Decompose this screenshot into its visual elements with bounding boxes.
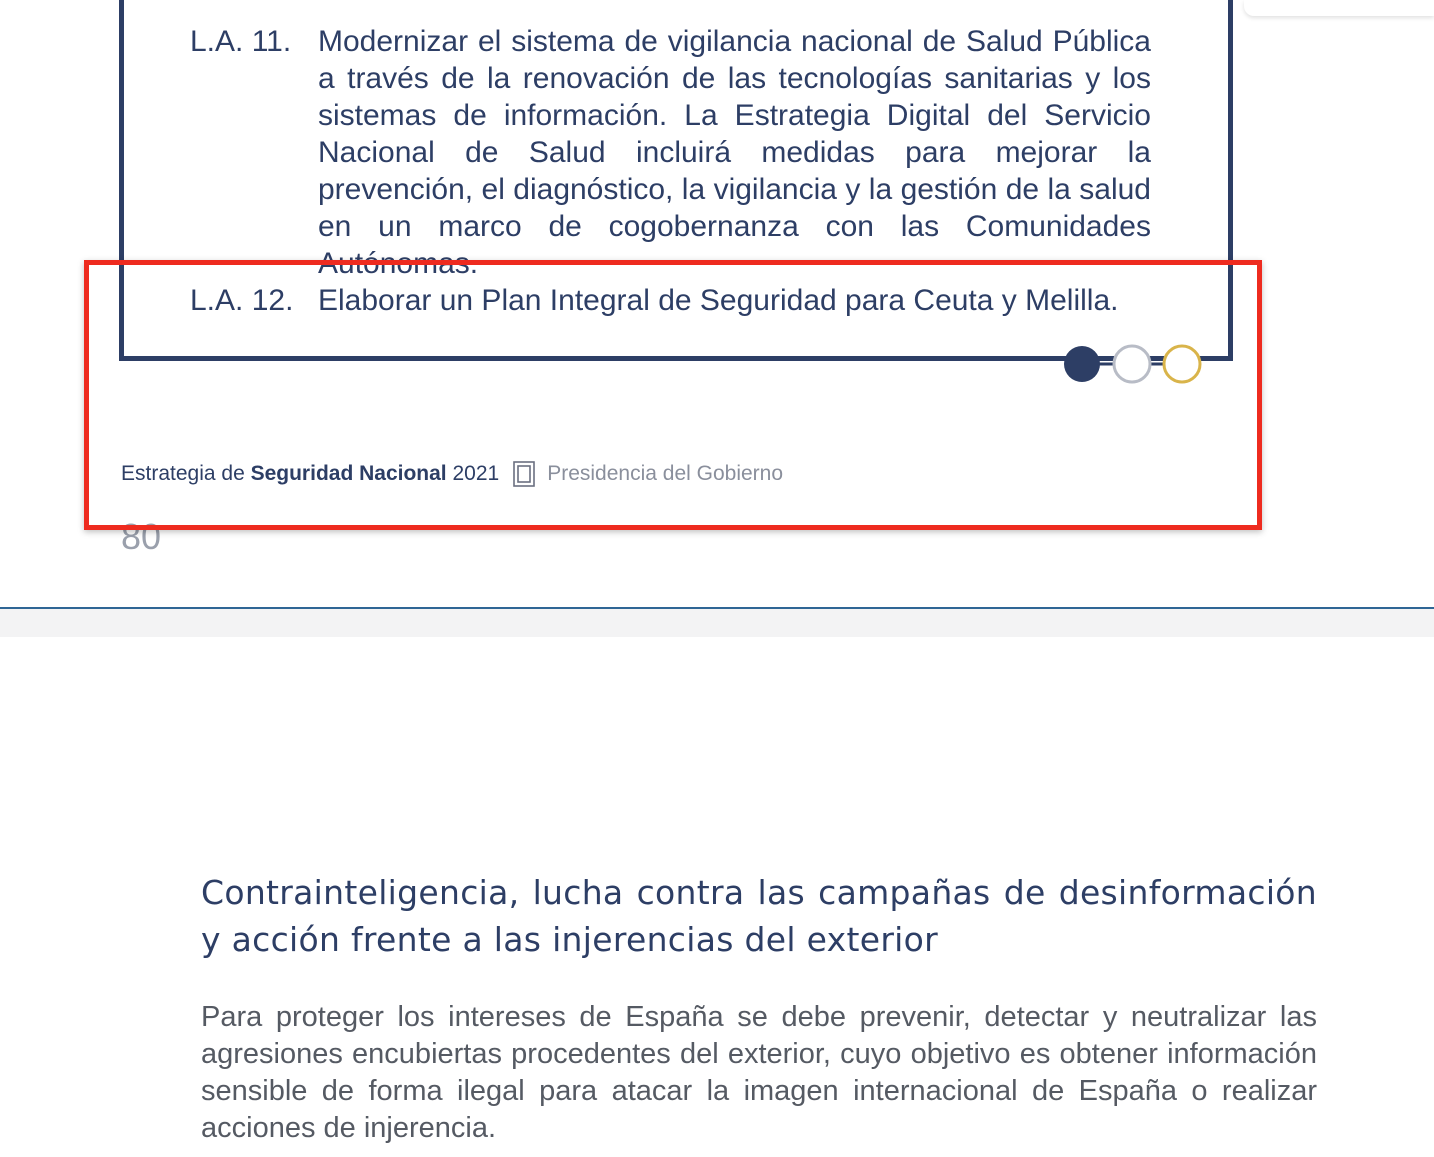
line-of-action-text: Elaborar un Plan Integral de Seguridad para Ceuta y Melilla. bbox=[318, 284, 1119, 317]
line-of-action-text: Modernizar el sistema de vigilancia nacional de Salud Pública a través de la renovación de las tecnologías sanitarias y los sistemas de información. La Estrategia Digital del Servicio Nacional de Salud incluirá medidas para mejorar la prevención, el diagnóstico, la vigilancia y la gestión de la salud en un marco de cogobernanza con las Comunidades Autónomas. bbox=[318, 25, 1151, 280]
document-page-bottom bbox=[0, 637, 1434, 1157]
section-title: Contrainteligencia, lucha contra las campañas de desinformación y acción frente a las injerencias del exterior bbox=[201, 873, 1317, 959]
footer-institution: Presidencia del Gobierno bbox=[547, 462, 784, 485]
page-separator bbox=[0, 607, 1434, 639]
footer-prefix: Estrategia de bbox=[121, 462, 245, 485]
corner-tab bbox=[1244, 0, 1434, 16]
highlight-box bbox=[84, 260, 1262, 530]
line-of-action-code: L.A. 11. bbox=[190, 25, 292, 58]
body-paragraph: Para proteger los intereses de España se debe prevenir, detectar y neutralizar las agresiones encubiertas procedentes del exterior, cuyo objetivo es obtener información sensible de forma ilegal para atacar la imagen internacional de España o realizar acciones de injerencia. bbox=[201, 1001, 1317, 1144]
page-number: 80 bbox=[121, 516, 162, 557]
footer-bold-title: Seguridad Nacional bbox=[250, 462, 447, 485]
line-of-action-code: L.A. 12. bbox=[190, 284, 294, 317]
footer-year: 2021 bbox=[452, 462, 500, 485]
